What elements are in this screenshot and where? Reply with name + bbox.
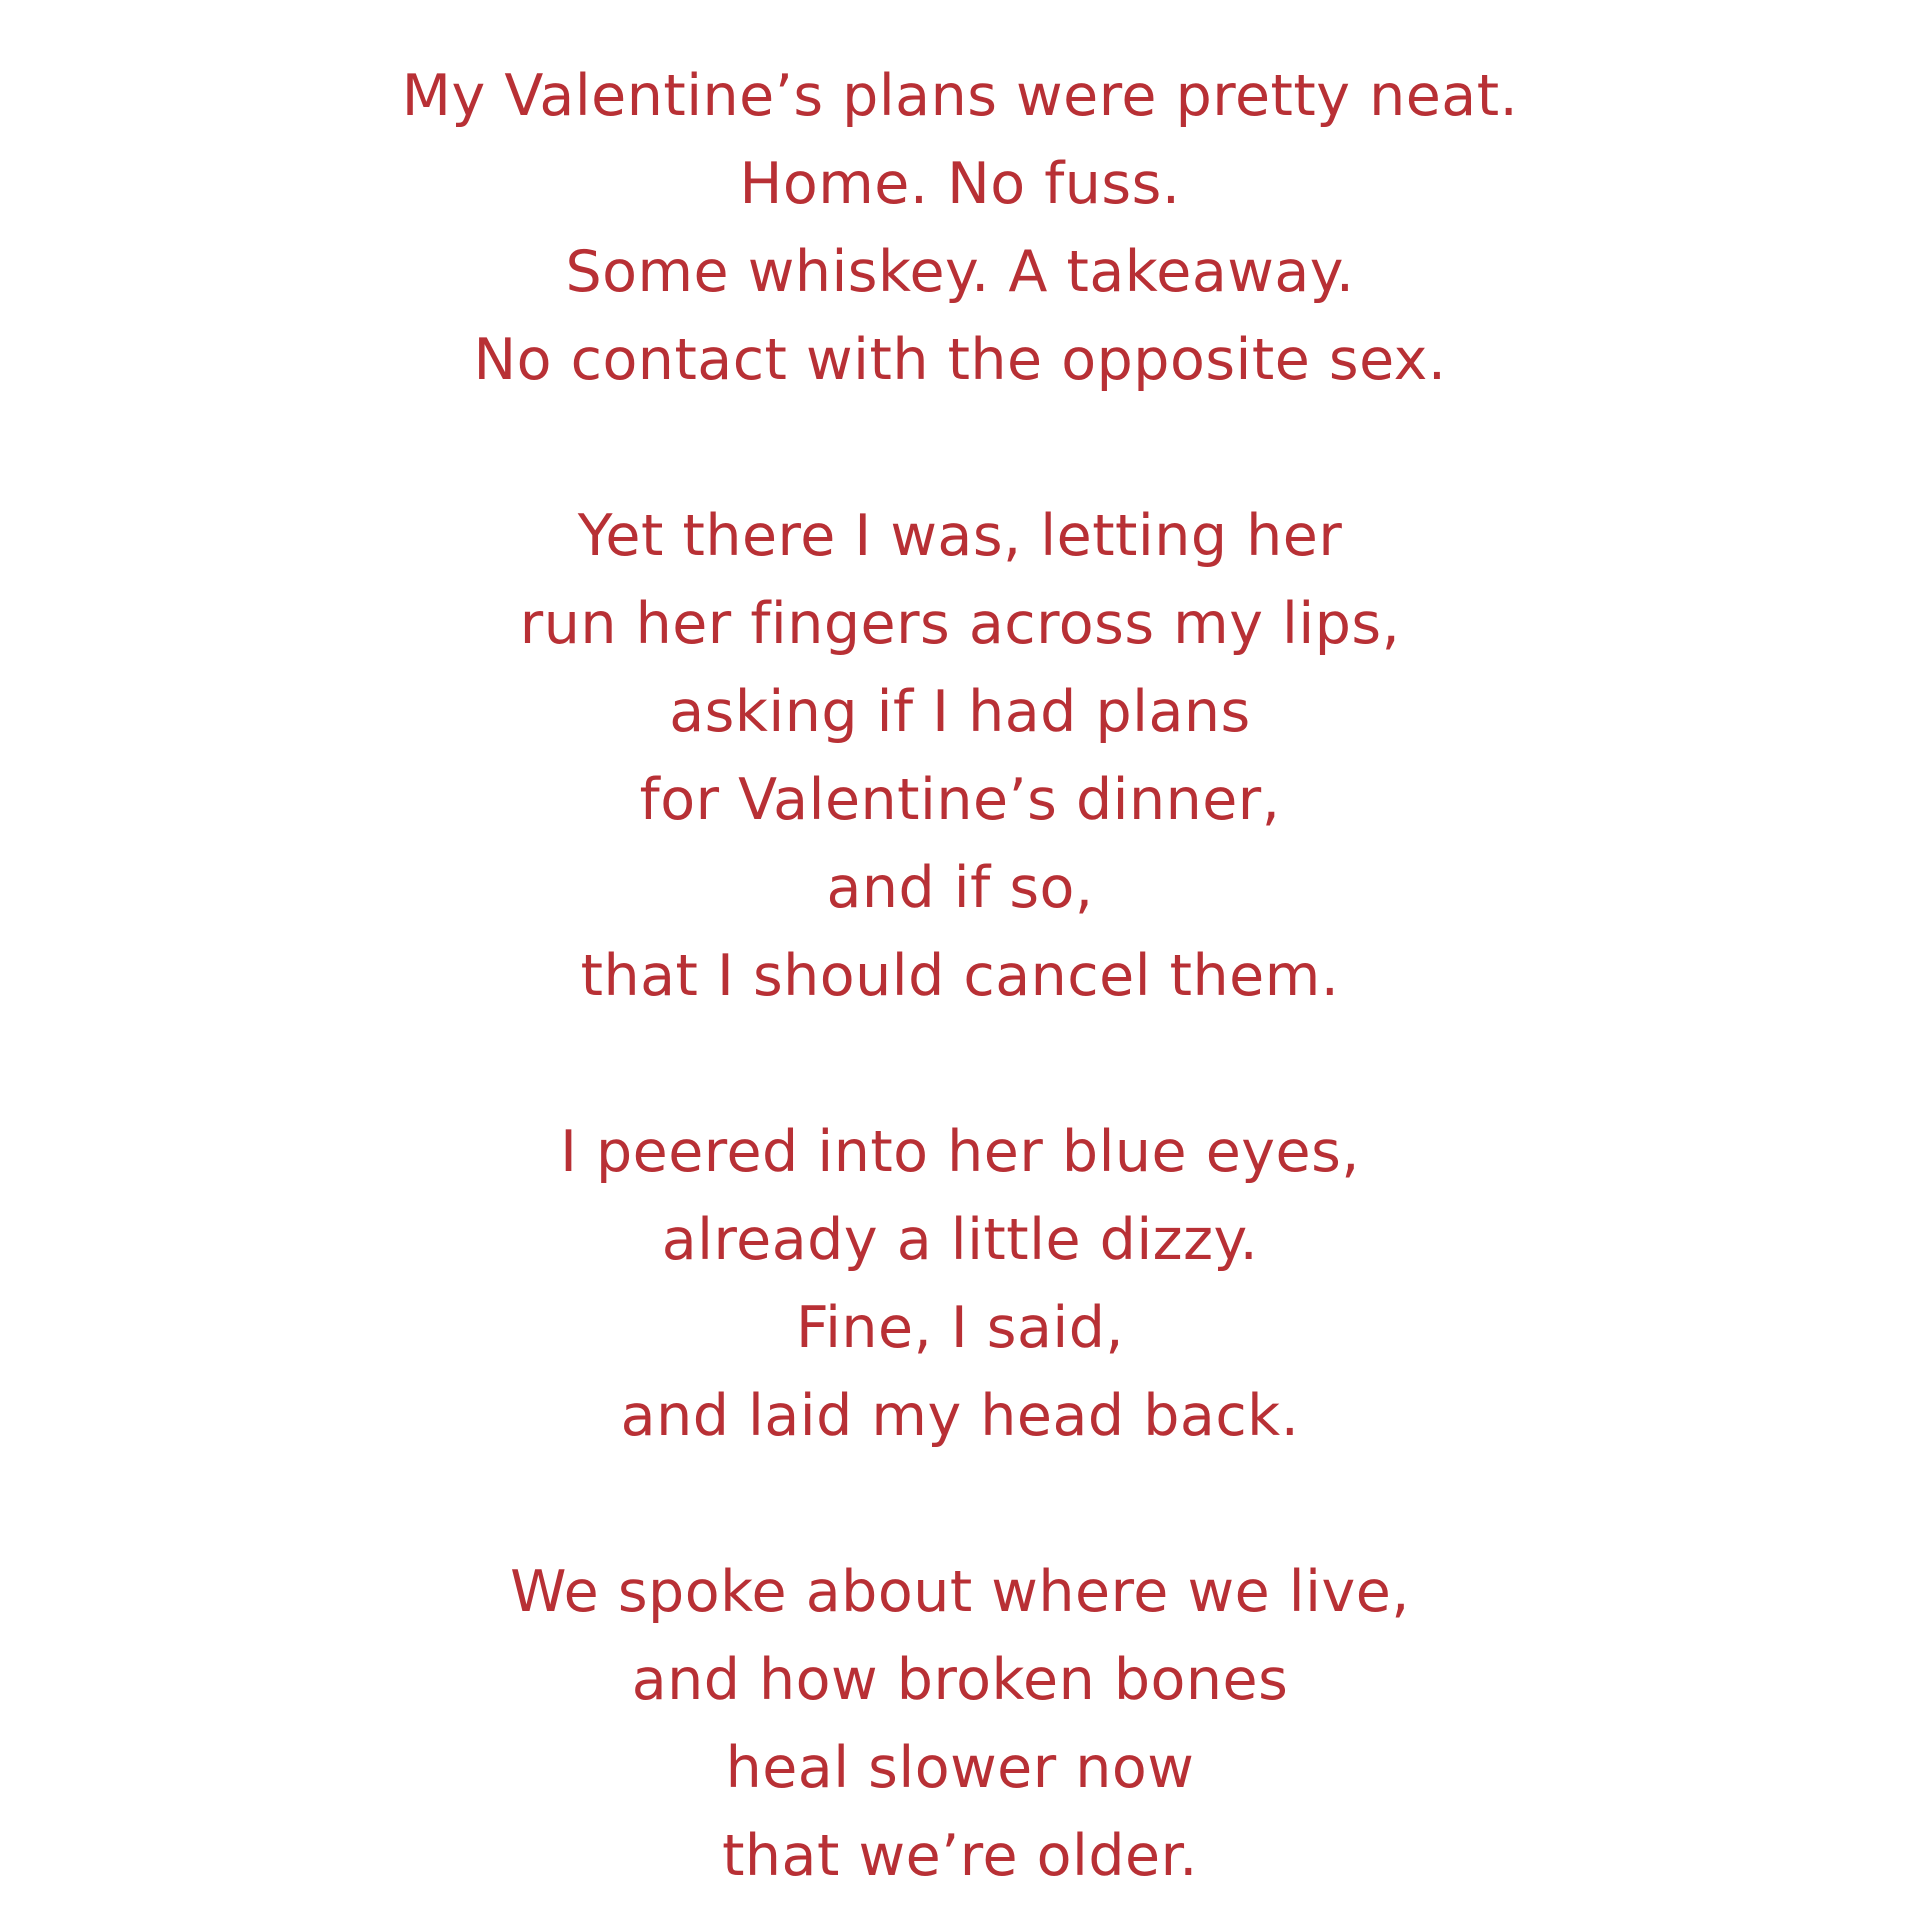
poem-line: Fine, I said, [795,1295,1125,1361]
stanza-4 [0,1548,1920,1900]
poem-line: run her fingers across my lips, [519,591,1401,657]
poem-line: I peered into her blue eyes, [560,1119,1360,1185]
poem-line: for Valentine’s dinner, [639,767,1281,833]
poem-line: already a little dizzy. [661,1207,1259,1273]
poem-line: that I should cancel them. [580,943,1340,1009]
poem [0,52,1920,1900]
poem-line: My Valentine’s plans were pretty neat. [401,63,1519,129]
poem-line: Yet there I was, letting her [577,503,1343,569]
poem-line: and how broken bones [631,1647,1289,1713]
poem-line: No contact with the opposite sex. [473,327,1447,393]
poem-line: and laid my head back. [620,1383,1300,1449]
poem-line: that we’re older. [722,1823,1198,1889]
stanza-2 [0,492,1920,1020]
poem-line: Home. No fuss. [739,151,1181,217]
poem-line: Some whiskey. A takeaway. [565,239,1355,305]
stanza-3 [0,1108,1920,1460]
poem-line: asking if I had plans [669,679,1251,745]
poem-line: We spoke about where we live, [510,1559,1410,1625]
poem-line: heal slower now [725,1735,1195,1801]
poem-line: and if so, [826,855,1094,921]
stanza-1 [0,52,1920,404]
